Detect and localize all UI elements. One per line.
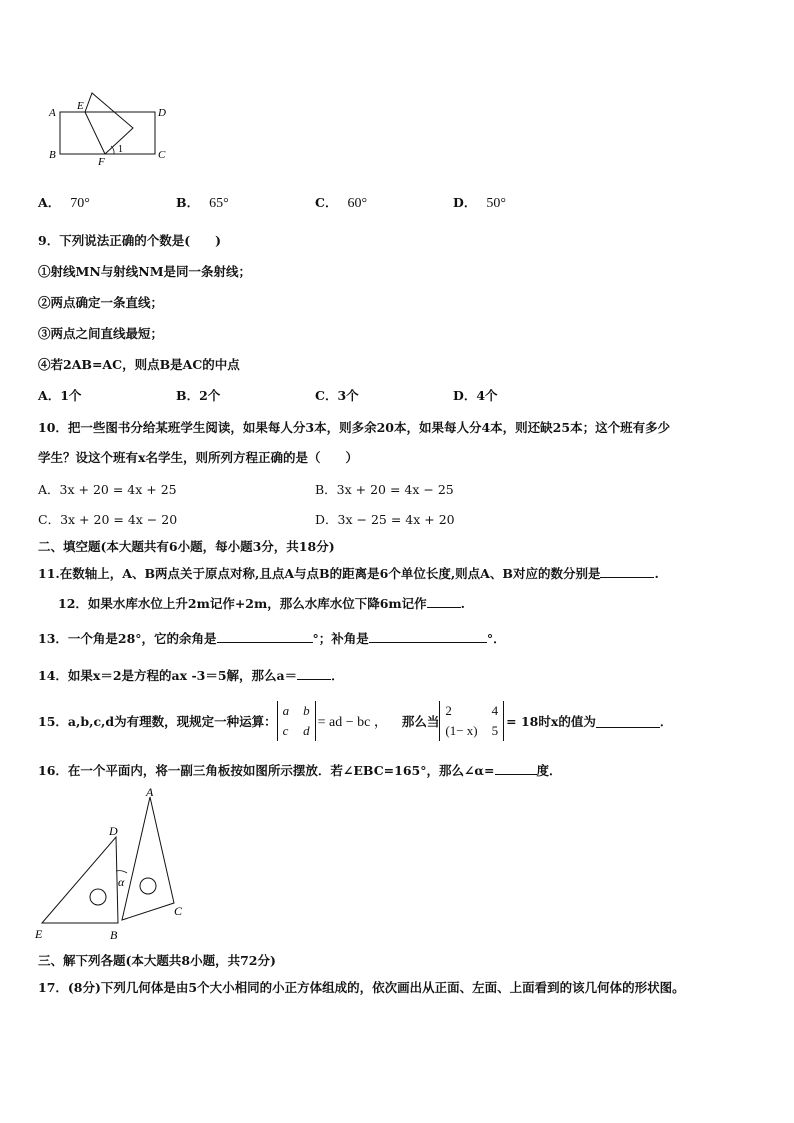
q15-determinant-2: 2 4 (1− x) 5 (439, 701, 504, 741)
q8-option-b: B． 65° (176, 195, 229, 211)
q10-stem-line1: 10．把一些图书分给某班学生阅读，如果每人分3本，则多余20本，如果每人分4本，则还缺25本；这个班有多少 (38, 420, 671, 435)
q9-option-d: D．4个 (453, 388, 498, 403)
label-e: E (35, 927, 43, 941)
label-alpha: α (118, 875, 125, 889)
q13: 13．一个角是28°，它的余角是 °；补角是 °． (38, 631, 506, 646)
q8-option-c: C． 60° (315, 195, 368, 211)
q9-statement-3: ③两点之间直线最短； (38, 326, 164, 341)
q9-option-b: B．2个 (176, 388, 221, 403)
rectangle-fold-figure (40, 88, 180, 168)
q14: 14．如果x＝2是方程的ax -3＝5解，那么a＝ ． (38, 668, 344, 683)
q11-blank (600, 565, 654, 578)
q8-option-d: D． 50° (453, 195, 506, 211)
q15-determinant-1: a b c d (277, 701, 316, 741)
section-2-heading: 二、填空题(本大题共有6小题，每小题3分，共18分) (38, 539, 335, 554)
q14-blank (297, 667, 331, 680)
q10-stem-line2: 学生？设这个班有x名学生，则所列方程正确的是（ ） (38, 450, 358, 465)
q10-option-c: C．3x + 20 = 4x − 20 (38, 512, 178, 527)
q16-blank (495, 762, 537, 775)
q12: 12．如果水库水位上升2m记作+2m，那么水库水位下降6m记作 . (58, 596, 466, 611)
q16: 16．在一个平面内，将一副三角板按如图所示摆放．若∠EBC=165°，那么∠α= 度． (38, 763, 562, 778)
label-1: 1 (118, 144, 123, 155)
q9-option-a: A．1个 (38, 388, 82, 403)
q15-blank (596, 715, 660, 728)
q11: 11.在数轴上，A、B两点关于原点对称,且点A与点B的距离是6个单位长度,则点A、B对应的数分别是 . (38, 566, 659, 581)
q13-blank-supplement (369, 630, 487, 643)
q10-option-b: B．3x + 20 = 4x − 25 (315, 482, 454, 497)
q9-statement-2: ②两点确定一条直线； (38, 295, 164, 310)
q10-option-d: D．3x − 25 = 4x + 20 (315, 512, 455, 527)
label-b: B (110, 928, 118, 942)
q9-option-c: C．3个 (315, 388, 359, 403)
label-b: B (49, 149, 56, 161)
q9-stem: 9．下列说法正确的个数是( ) (38, 233, 222, 248)
q8-option-a: A． 70° (38, 195, 90, 211)
q9-statement-4: ④若2AB=AC，则点B是AC的中点 (38, 357, 240, 372)
q9-statement-1: ①射线MN与射线NM是同一条射线； (38, 264, 252, 279)
triangle-rulers-figure (30, 785, 200, 945)
q15: 15．a,b,c,d为有理数，现规定一种运算： a b c d = ad − bc ， 那么当 2 4 (1− x) 5 = 18时x的值为 ． (38, 698, 672, 744)
label-c: C (158, 149, 166, 161)
q12-blank (427, 595, 461, 608)
section-3-heading: 三、解下列各题(本大题共8小题，共72分) (38, 953, 276, 968)
q13-blank-complement (217, 630, 313, 643)
label-d: D (158, 107, 166, 119)
label-a: A (49, 107, 56, 119)
q17: 17．(8分)下列几何体是由5个大小相同的小正方体组成的，依次画出从正面、左面、上面看到的该几何体的形状图。 (38, 980, 685, 995)
label-e: E (77, 100, 84, 112)
label-c: C (174, 904, 183, 918)
label-d: D (109, 824, 118, 838)
q10-option-a: A．3x + 20 = 4x + 25 (38, 482, 177, 497)
label-f: F (98, 156, 105, 168)
label-a: A (146, 785, 154, 799)
